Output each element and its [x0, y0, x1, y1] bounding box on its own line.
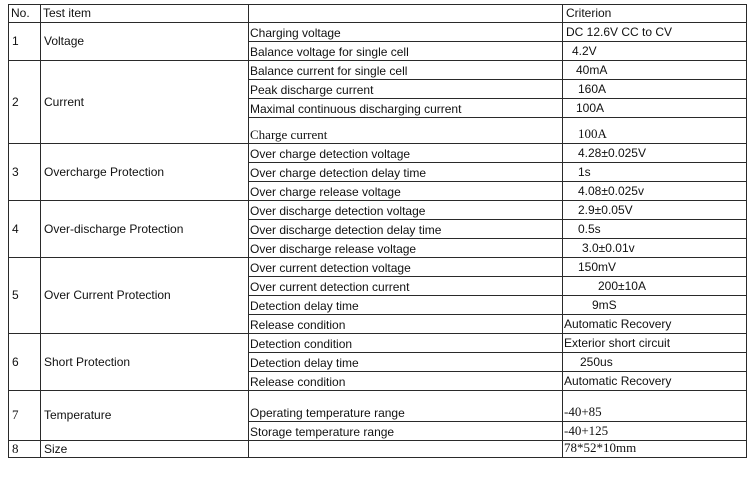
test-name: Charging voltage — [250, 26, 341, 40]
test-name: Over current detection current — [250, 280, 410, 294]
row-divider — [248, 371, 747, 372]
test-name: Over charge detection voltage — [250, 147, 411, 161]
row-divider — [8, 4, 747, 5]
test-name: Storage temperature range — [250, 425, 395, 439]
row-number: 1 — [12, 34, 19, 48]
test-name: Over discharge detection delay time — [250, 223, 442, 237]
test-name: Over charge detection delay time — [250, 166, 427, 180]
criterion-value: 78*52*10mm — [564, 440, 637, 455]
test-name: Release condition — [250, 318, 346, 332]
test-name: Over current detection voltage — [250, 261, 411, 275]
test-name: Detection condition — [250, 337, 353, 351]
criterion-value: DC 12.6V CC to CV — [566, 25, 673, 39]
row-number: 4 — [12, 221, 19, 236]
test-name: Over charge release voltage — [250, 185, 401, 199]
criterion-value: 4.28±0.025V — [578, 146, 646, 160]
criterion-value: 2.9±0.05V — [578, 203, 633, 217]
row-divider — [248, 79, 747, 80]
row-divider — [248, 276, 747, 277]
test-name: Balance current for single cell — [250, 64, 408, 78]
row-test-item: Overcharge Protection — [44, 164, 165, 179]
row-divider — [248, 421, 747, 422]
criterion-value: 9mS — [592, 298, 617, 312]
criterion-value: 3.0±0.01v — [582, 241, 635, 255]
criterion-value: -40+85 — [564, 404, 602, 419]
row-number: 6 — [12, 354, 19, 369]
criterion-value: 160A — [578, 82, 607, 96]
row-divider — [8, 333, 747, 334]
criterion-value: 250us — [580, 355, 613, 369]
row-divider — [248, 98, 747, 99]
criterion-value: Automatic Recovery — [564, 374, 672, 388]
row-test-item: Over-discharge Protection — [44, 221, 184, 236]
row-number: 5 — [12, 288, 19, 302]
test-name: Maximal continuous discharging current — [250, 102, 462, 116]
row-divider — [248, 117, 747, 118]
row-test-item: Voltage — [44, 34, 85, 48]
row-number: 8 — [12, 440, 19, 456]
test-name: Over discharge detection voltage — [250, 204, 426, 218]
test-name: Charge current — [250, 127, 328, 142]
row-divider — [248, 219, 747, 220]
row-divider — [8, 257, 747, 258]
row-test-item: Short Protection — [44, 354, 131, 369]
test-name: Detection delay time — [250, 299, 359, 313]
test-name: Over discharge release voltage — [250, 242, 417, 256]
row-divider — [248, 181, 747, 182]
test-name: Operating temperature range — [250, 406, 405, 420]
row-divider — [8, 457, 747, 458]
row-divider — [248, 314, 747, 315]
row-test-item: Size — [44, 441, 68, 456]
criterion-value: -40+125 — [564, 423, 609, 438]
row-divider — [248, 162, 747, 163]
row-divider — [248, 238, 747, 239]
criterion-value: Exterior short circuit — [564, 336, 671, 350]
row-number: 2 — [12, 94, 19, 109]
row-divider — [8, 143, 747, 144]
row-divider — [248, 41, 747, 42]
header-no: No. — [11, 6, 30, 20]
row-divider — [248, 352, 747, 353]
test-name: Release condition — [250, 375, 346, 389]
criterion-value: 150mV — [578, 260, 617, 274]
criterion-value: 100A — [578, 126, 607, 141]
row-divider — [8, 200, 747, 201]
row-test-item: Over Current Protection — [44, 288, 171, 302]
criterion-value: 100A — [576, 101, 605, 115]
row-divider — [8, 22, 747, 23]
row-test-item: Current — [44, 94, 85, 109]
row-divider — [248, 295, 747, 296]
test-name: Balance voltage for single cell — [250, 45, 409, 59]
criterion-value: 40mA — [576, 63, 608, 77]
spec-table — [8, 4, 746, 472]
test-name: Peak discharge current — [250, 83, 374, 97]
test-name: Detection delay time — [250, 356, 359, 370]
criterion-value: 4.2V — [572, 44, 597, 58]
header-criterion: Criterion — [566, 6, 612, 20]
row-divider — [8, 390, 747, 391]
row-test-item: Temperature — [44, 408, 112, 422]
criterion-value: 1s — [578, 165, 591, 179]
row-divider — [8, 60, 747, 61]
criterion-value: Automatic Recovery — [564, 317, 672, 331]
row-number: 3 — [12, 164, 19, 179]
criterion-value: 4.08±0.025v — [578, 184, 644, 198]
criterion-value: 0.5s — [578, 222, 601, 236]
header-test-item: Test item — [43, 6, 92, 20]
criterion-value: 200±10A — [598, 279, 646, 293]
row-number: 7 — [12, 407, 19, 422]
